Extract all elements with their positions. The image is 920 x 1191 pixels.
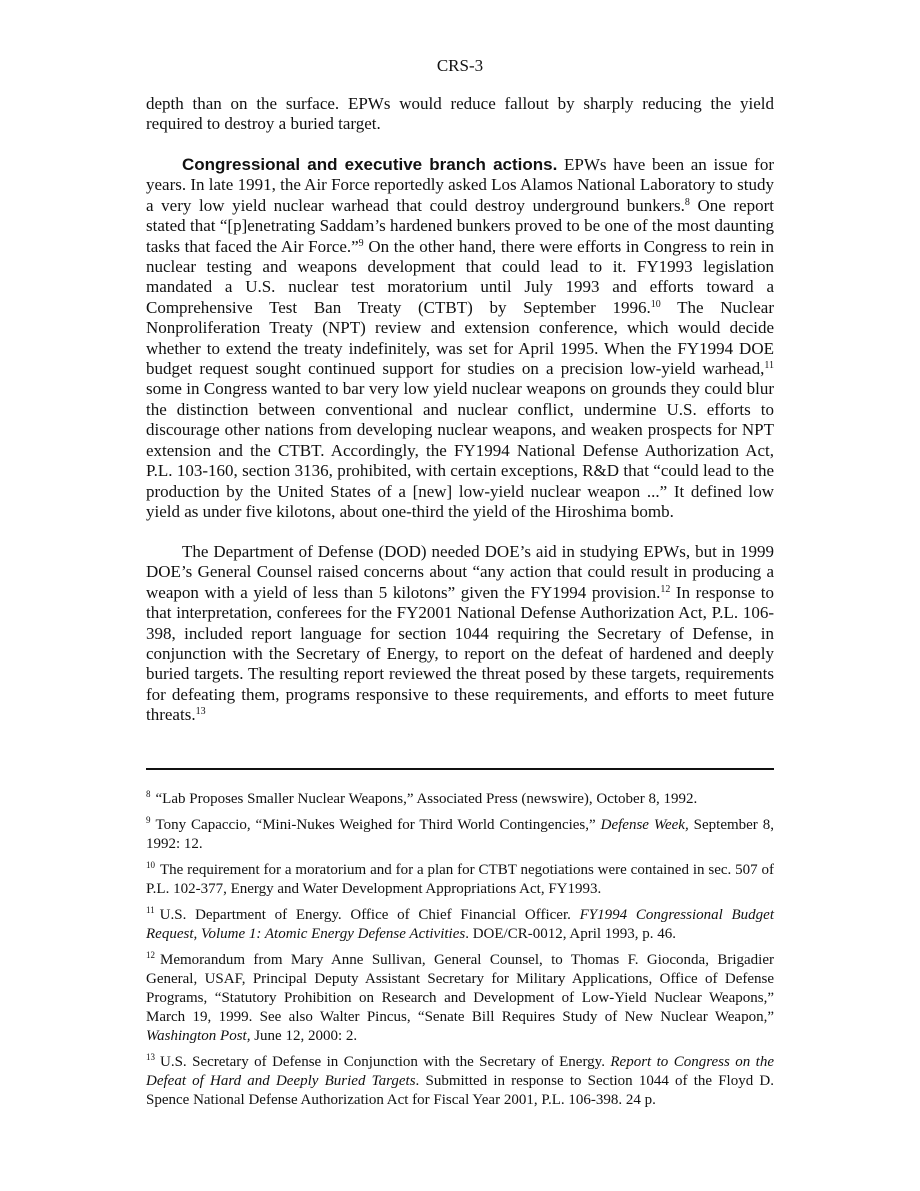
footnote-italic-title: Report to Congress on the Defeat of Hard and Deeply Buried Targets (146, 1054, 775, 1089)
paragraph-text: On the other hand, there were efforts in Congress to rein in nuclear testing and weapons development that could lead to it. FY1993 legislation mandated a U.S. nuclear test moratorium until July 1993 and efforts toward a Comprehensive Test Ban Treaty (CTBT) by September 1996. (146, 236, 774, 317)
footnote-text: September 8, 1992: 12. (146, 817, 774, 852)
paragraph-text: depth than on the surface. EPWs would reduce fallout by sharply reducing the yield required to destroy a buried target. (146, 94, 774, 134)
footnotes-section (146, 790, 774, 1117)
footnote-10 (146, 861, 774, 899)
footnote-number: 9 (146, 815, 151, 825)
footnote-divider (146, 768, 774, 770)
footnote-13 (146, 1053, 774, 1110)
page-number-header: CRS-3 (436, 56, 484, 75)
footnote-ref-12[interactable]: 12 (660, 583, 671, 595)
footnote-italic-title: FY1994 Congressional Budget Request, Volume 1: Atomic Energy Defense Activities (146, 907, 775, 942)
footnote-text: . Submitted in response to Section 1044 of the Floyd D. Spence National Defense Authorization Act for Fiscal Year 2001, P.L. 106-398. 24 p. (146, 1073, 774, 1108)
footnote-number: 10 (146, 860, 155, 870)
paragraph-text: some in Congress wanted to bar very low yield nuclear weapons on grounds they could blur the distinction between conventional and nuclear conflict, undermine U.S. efforts to discourage other nations from developing nuclear weapons, and weaken prospects for NPT extension and the CTBT. Accordingly, the FY1994 National Defense Authorization Act, P.L. 103-160, section 3136, prohibited, with certain exceptions, R&D that “could lead to the production by the United States of a [new] low-yield nuclear weapon ...” It defined low yield as under five kilotons, about one-third the yield of the Hiroshima bomb. (146, 379, 774, 521)
paragraph-text: One report stated that “[p]enetrating Saddam’s hardened bunkers proved to be one of the most daunting tasks that faced the Air Force.” (146, 195, 774, 256)
footnote-number: 13 (146, 1052, 155, 1062)
footnote-ref-10[interactable]: 10 (650, 298, 661, 310)
footnote-9 (146, 816, 774, 854)
footnote-text: Tony Capaccio, “Mini-Nukes Weighed for Third World Contingencies,” (155, 817, 601, 833)
footnote-ref-13[interactable]: 13 (195, 706, 206, 718)
footnote-text: U.S. Department of Energy. Office of Chief Financial Officer. (159, 907, 580, 923)
footnote-number: 8 (146, 789, 151, 799)
footnote-text: U.S. Secretary of Defense in Conjunction with the Secretary of Energy. (160, 1054, 611, 1070)
footnote-text: . DOE/CR-0012, April 1993, p. 46. (465, 926, 677, 942)
footnote-8 (146, 790, 774, 809)
paragraph-text: EPWs have been an issue for years. In late 1991, the Air Force reportedly asked Los Alamos National Laboratory to study a very low yield nuclear warhead that could destroy underground bunkers. (146, 155, 774, 215)
footnote-ref-8[interactable]: 8 (684, 196, 690, 208)
footnote-11 (146, 906, 774, 944)
footnote-text: “Lab Proposes Smaller Nuclear Weapons,” Associated Press (newswire), October 8, 1992. (155, 791, 698, 807)
footnote-ref-9[interactable]: 9 (358, 237, 364, 249)
body-paragraph-3 (146, 542, 774, 726)
paragraph-text: In response to that interpretation, conferees for the FY2001 National Defense Authorization Act, P.L. 106-398, included report language for section 1044 requiring the Secretary of Defense, in conjunction with the Secretary of Energy, to report on the defeat of hardened and deeply buried targets. The resulting report reviewed the threat posed by these targets, requirements for defeating them, programs responsive to these requirements, and efforts to meet future threats. (146, 582, 774, 725)
body-paragraph-1 (146, 94, 774, 135)
body-paragraph-2 (146, 155, 774, 522)
footnote-italic-title: Washington Post, (146, 1028, 251, 1044)
footnote-number: 12 (146, 950, 155, 960)
footnote-ref-11[interactable]: 11 (764, 360, 774, 372)
footnote-12 (146, 951, 774, 1046)
footnote-text: June 12, 2000: 2. (250, 1028, 358, 1044)
paragraph-text: The Department of Defense (DOD) needed DOE’s aid in studying EPWs, but in 1999 DOE’s General Counsel raised concerns about “any action that could result in producing a weapon with a yield of less than 5 kilotons” given the FY1994 provision. (146, 542, 774, 602)
footnote-text: Memorandum from Mary Anne Sullivan, General Counsel, to Thomas F. Gioconda, Brigadier General, USAF, Principal Deputy Assistant Secretary for Military Applications, Office of Defense Programs, “Statutory Prohibition on Research and Development of Low-Yield Nuclear Weapons,” March 19, 1999. See also Walter Pincus, “Senate Bill Requires Study of New Nuclear Weapon,” (146, 952, 774, 1025)
footnote-number: 11 (146, 905, 155, 915)
footnote-text: The requirement for a moratorium and for a plan for CTBT negotiations were contained in sec. 507 of P.L. 102-377, Energy and Water Development Appropriations Act, FY1993. (146, 862, 774, 897)
footnote-italic-title: Defense Week, (600, 817, 689, 833)
paragraph-text: The Nuclear Nonproliferation Treaty (NPT) review and extension conference, which would decide whether to extend the treaty indefinitely, was set for April 1995. When the FY1994 DOE budget request sought continued support for studies on a precision low-yield warhead, (146, 297, 774, 379)
section-heading: Congressional and executive branch actions. (182, 155, 558, 174)
